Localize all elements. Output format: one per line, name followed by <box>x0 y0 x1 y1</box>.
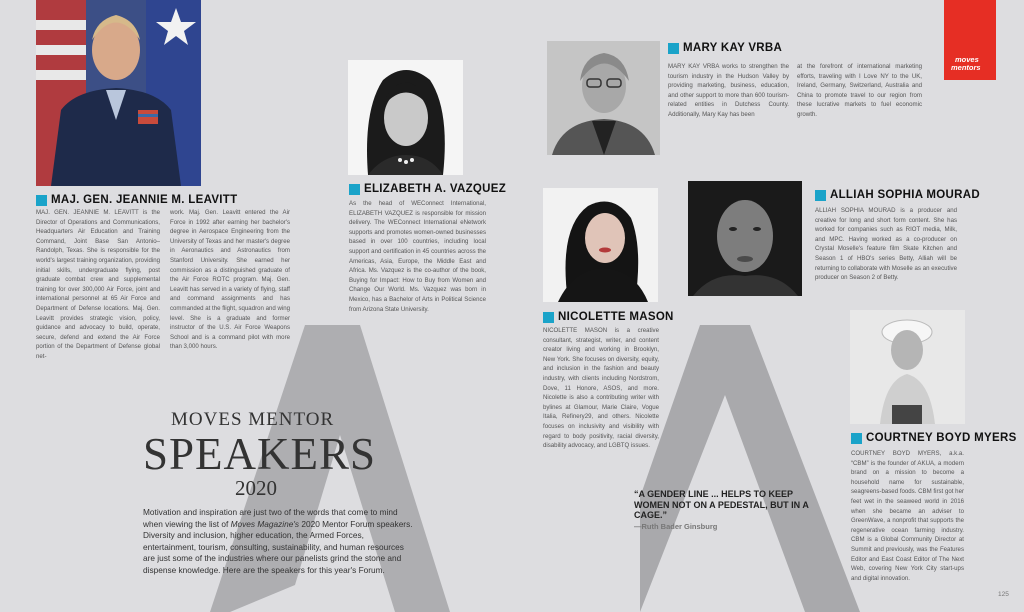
mourad-photo <box>688 181 802 296</box>
vrba-bio-col2: at the forefront of international marketing efforts, traveling with I Love NY to the UK, Ireland, Germany, Switzerland, Australia and China to promote travel to our region from these lucrative markets to fuel economic growth. <box>797 63 922 118</box>
leavitt-name: MAJ. GEN. JEANNIE M. LEAVITT <box>36 194 237 206</box>
vazquez-bio: As the head of WEConnect International, ELIZABETH VAZQUEZ is responsible for mission delivery. The WEConnect International eNetwork supports and promotes women-owned businesses based in over 100 countries, including local support and certification in 45 countries across the Americas, Asia, Europe, the Middle East and Africa. Ms. Vazquez is the co-author of the book, Buying for Impact: How to Buy from Women and Change Our World. Ms. Vazquez was born in Mexico, has a Bachelor of Arts in Political Science from Arizona State University. <box>349 200 486 313</box>
leavitt-portrait-image <box>36 0 201 186</box>
vrba-photo <box>547 41 660 155</box>
myers-name: COURTNEY BOYD MYERS <box>851 432 1017 444</box>
vazquez-portrait-image <box>348 60 463 175</box>
vrba-portrait-image <box>547 41 660 155</box>
vazquez-name: ELIZABETH A. VAZQUEZ <box>349 183 506 195</box>
myers-photo <box>850 310 965 424</box>
name-marker <box>349 184 360 195</box>
leavitt-bio-col1: MAJ. GEN. JEANNIE M. LEAVITT is the Director of Operations and Communications, Headquarters Air Education and Training Command, Joint Base San Antonio–Randolph, Texas. She is responsible for the world's largest training organization, providing initial skills, undergraduate flying, post graduate combat crew and supplemental training for over 300,000 Air Force, joint and international personnel at 65 Air Force and Department of Defense locations. Maj. Gen. Leavitt provides strategic vision, policy, guidance and advocacy to build, operate, secure, defend and extend the Air Force portion of the Department of Defense global net- <box>36 209 160 360</box>
name-marker <box>36 195 47 206</box>
mason-name: NICOLETTE MASON <box>543 311 674 323</box>
mason-photo <box>543 188 658 302</box>
mourad-portrait-image <box>688 181 802 296</box>
decorative-letter-a-right <box>640 325 860 612</box>
page-number: 125 <box>998 591 1009 598</box>
title-line2: SPEAKERS <box>143 429 377 479</box>
quote-attribution: —Ruth Bader Ginsburg <box>634 522 718 531</box>
name-marker <box>851 433 862 444</box>
mourad-name: ALLIAH SOPHIA MOURAD <box>815 189 980 201</box>
leavitt-photo <box>36 0 201 186</box>
intro-paragraph: Motivation and inspiration are just two of the words that come to mind when viewing the list of Moves Magazine's 2020 Mentor Forum speakers. Diversity and inclusion, higher education, the Armed Forces, entertainment, tourism, consulting, sustainability, and human resources are just some of the industries where our panelists grind the stone and dispense knowledge. Here are the speakers for this year's Forum. <box>143 507 413 575</box>
leavitt-bio-col2: work. Maj. Gen. Leavitt entered the Air Force in 1992 after earning her bachelor's degree in Aerospace Engineering from the University of Texas and her master's degree in Aeronautics and Astronautics from Stanford University. She earned her commission as a distinguished graduate of the Air Force ROTC program. Maj. Gen. Leavitt has served in a variety of flying, staff and command assignments and has commanded at the flight, squadron and wing level. She is a graduate and former instructor of the U.S. Air Force Weapons School and is a command pilot with more than 3,000 hours. <box>170 209 290 351</box>
name-marker <box>543 312 554 323</box>
vrba-name: MARY KAY VRBA <box>668 42 782 54</box>
title-line1: MOVES MENTOR <box>171 409 335 430</box>
pull-quote: “A GENDER LINE ... HELPS TO KEEP WOMEN NOT ON A PEDESTAL, BUT IN A CAGE.” <box>634 489 809 520</box>
mason-bio: NICOLETTE MASON is a creative consultant, strategist, writer, and content creator living and working in Brooklyn, New York. She focuses on diversity, equity, and inclusion in the fashion and beauty industry, with clients including Nordstrom, Dove, 11 Honore, ASOS, and more. Nicolette is also a contributing writer with bylines at Glamour, Marie Claire, Vogue Italia, Refinery29, and others. Nicolette focuses on inclusivity and visibility with regard to body positivity, racial diversity, disability advocacy, and LGBTQ issues. <box>543 327 659 450</box>
name-marker <box>815 190 826 201</box>
mason-portrait-image <box>543 188 658 302</box>
myers-portrait-image <box>850 310 965 424</box>
title-line3: 2020 <box>235 476 277 500</box>
mourad-bio: ALLIAH SOPHIA MOURAD is a producer and creative for long and short form content. She has worked for companies such as RIOT media, Milk, and MPC. Having worked as a co-producer on Crystal Moselle's feature film Skate Kitchen and Season 1 of HBO's series Betty, Alliah will be returning to collaborate with Moselle as an executive producer on Season 2 of Betty. <box>815 207 957 282</box>
moves-mentors-badge: moves mentors <box>944 0 996 80</box>
vrba-bio-col1: MARY KAY VRBA works to strengthen the tourism industry in the Hudson Valley by providing marketing, business, education, and other support to more than 600 tourism-related entities in Dutchess County. Additionally, Mary Kay has been <box>668 63 789 118</box>
myers-bio: COURTNEY BOYD MYERS, a.k.a. “CBM” is the founder of AKUA, a modern brand on a mission to become a household name for sustainable, seagreens-based foods. CBM first got her feet wet in the seaweed world in 2016 when she became an adviser to GreenWave, a nonprofit that supports the regenerative ocean farming industry. CBM is a Global Community Director at Summit and previously, was the Features Editor and East Coast Editor of The Next Web, covering New York City start-ups and digital innovation. <box>851 450 964 582</box>
vazquez-photo <box>348 60 463 175</box>
name-marker <box>668 43 679 54</box>
